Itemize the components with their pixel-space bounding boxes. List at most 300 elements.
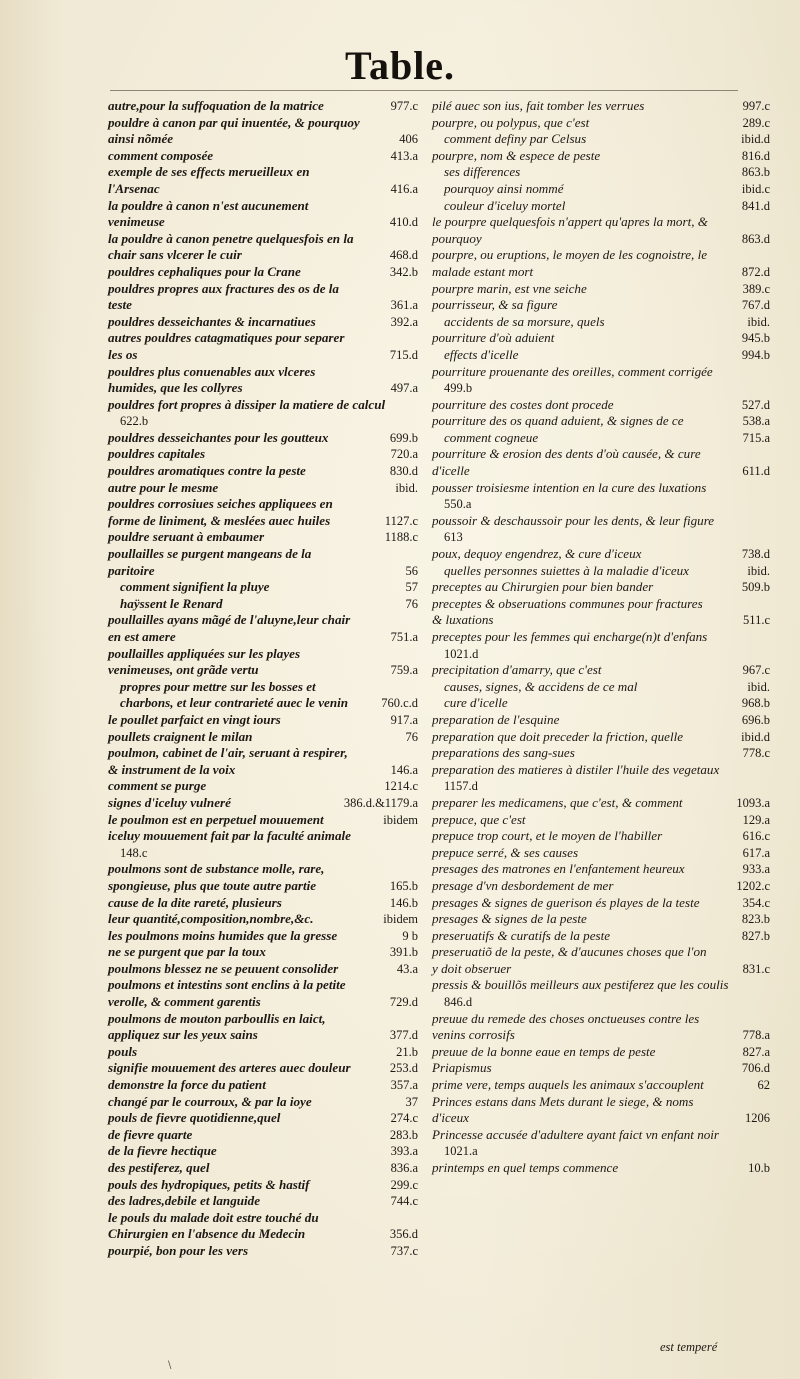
index-entry: [108, 944, 418, 961]
entry-page-ref: 354.c: [742, 895, 770, 910]
index-entry: [432, 397, 770, 414]
entry-page-ref: ibid.c: [741, 181, 770, 196]
entry-page-ref: 511.c: [743, 613, 770, 628]
entry-text: pressis & bouillõs meilleurs aux pestiferez que les coulis: [432, 977, 729, 993]
entry-text: pourquoy ainsi nommé: [444, 180, 564, 196]
entry-text: Princes estans dans Mets durant le siege, & noms d'iceux: [432, 1093, 694, 1126]
entry-text: pilé auec son ius, fait tomber les verrues: [432, 98, 645, 113]
entry-page-ref: 10.b: [748, 1161, 770, 1175]
entry-text: des ladres,debile et languide: [108, 1193, 261, 1209]
entry-page-ref: 738.d: [741, 547, 770, 562]
entry-page-ref: 863.d: [741, 231, 770, 246]
index-entry: [108, 596, 418, 613]
entry-page-ref: 509.b: [741, 580, 770, 595]
entry-page-ref: 617.a: [742, 845, 770, 860]
entry-text: pourpre marin, est vne seiche: [432, 280, 587, 296]
entry-text: causes, signes, & accidens de ce mal: [444, 678, 638, 694]
entry-text: autre pour le mesme: [108, 479, 219, 495]
entry-text: accidents de sa morsure, quels: [444, 313, 605, 329]
entry-text: preuue du remede des choses onctueuses contre les venins corrosifs: [432, 1010, 700, 1043]
entry-text: pouldres desseichantes pour les goutteux: [108, 429, 329, 445]
index-entry: [432, 1060, 770, 1077]
entry-page-ref: 56: [405, 563, 418, 578]
entry-page-ref: 361.a: [390, 298, 418, 313]
entry-page-ref: 759.a: [390, 663, 418, 678]
entry-text: couleur d'iceluy mortel: [444, 197, 566, 213]
index-entry: [108, 1193, 418, 1210]
entry-page-ref: 389.c: [742, 281, 770, 296]
index-entry: [432, 480, 770, 513]
index-entry: [108, 1011, 418, 1044]
entry-page-ref: 836.a: [390, 1161, 418, 1175]
entry-text: le pouls du malade doit estre touché du Chirurgien en l'absence du Medecin: [108, 1209, 319, 1242]
index-entry: [432, 828, 770, 845]
entry-page-ref: 827.a: [742, 1044, 770, 1059]
entry-text: poux, dequoy engendrez, & cure d'iceux: [432, 546, 642, 562]
entry-page-ref: 57: [405, 580, 418, 595]
index-entry: [108, 546, 418, 579]
entry-page-ref: 1021.a: [444, 1144, 478, 1159]
entry-page-ref: 37: [405, 1094, 418, 1109]
entry-text: ne se purgent que par la toux: [108, 944, 266, 960]
index-entry: [108, 612, 418, 645]
entry-text: pouldres plus conuenables aux vlceres humides, que les collyres: [108, 363, 316, 396]
entry-text: changé par le courroux, & par la ioye: [108, 1093, 312, 1109]
entry-page-ref: 1206: [745, 1111, 770, 1126]
entry-text: comment se purge: [108, 778, 207, 794]
entry-page-ref: 816.d: [741, 148, 770, 163]
entry-page-ref: 823.b: [741, 912, 770, 927]
entry-page-ref: ibid.: [747, 563, 770, 578]
index-entry: [108, 529, 418, 546]
entry-page-ref: ibid.: [747, 679, 770, 694]
entry-text: prepuce serré, & ses causes: [432, 844, 579, 860]
entry-page-ref: 413.a: [390, 148, 418, 163]
index-column-left: [108, 98, 418, 1260]
entry-text: prepuce trop court, et le moyen de l'habiller: [432, 828, 663, 844]
entry-page-ref: 9 b: [402, 928, 418, 943]
index-entry: [432, 977, 770, 1010]
entry-text: exemple de ses effects merueilleux en l'Arsenac: [108, 164, 310, 196]
index-entry: [432, 762, 770, 795]
entry-text: presages & signes de guerison és playes de la teste: [432, 894, 700, 910]
entry-text: pouldres desseichantes & incarnatiues: [108, 313, 316, 329]
index-entry: [108, 1094, 418, 1111]
entry-page-ref: ibid.: [395, 480, 418, 495]
index-entry: [432, 563, 770, 580]
index-entry: [108, 148, 418, 165]
entry-text: Priapismus: [432, 1060, 492, 1076]
index-entry: [432, 347, 770, 364]
index-entry: [108, 579, 418, 596]
entry-text: preparations des sang-sues: [432, 745, 575, 761]
index-entry: [108, 330, 418, 363]
entry-text: poulmons sont de substance molle, rare, spongieuse, plus que toute autre partie: [108, 861, 325, 893]
index-entry: [108, 1044, 418, 1061]
entry-page-ref: 357.a: [390, 1078, 418, 1093]
index-entry: [432, 198, 770, 215]
entry-text: poulmons blessez ne se peuuent consolider: [108, 960, 339, 976]
entry-page-ref: 933.a: [742, 862, 770, 877]
index-entry: [108, 679, 418, 712]
index-entry: [432, 629, 770, 662]
entry-text: presage d'vn desbordement de mer: [432, 877, 614, 893]
entry-page-ref: 146.a: [390, 762, 418, 777]
entry-text: Princesse accusée d'adultere ayant faict vn enfant noir: [432, 1126, 720, 1142]
entry-page-ref: 613: [444, 530, 463, 545]
index-entry: [432, 579, 770, 596]
index-entry: [108, 812, 418, 829]
index-entry: [432, 297, 770, 314]
index-entry: [432, 928, 770, 945]
entry-text: pourpre, ou eruptions, le moyen de les cognoistre, le malade estant mort: [432, 247, 708, 279]
index-entry: [108, 164, 418, 197]
index-entry: [108, 281, 418, 314]
entry-page-ref: 872.d: [741, 264, 770, 279]
entry-page-ref: 778.a: [742, 1028, 770, 1043]
page-mark: \: [168, 1360, 172, 1371]
index-entry: [432, 812, 770, 829]
entry-text: le poulmon est en perpetuel mouuement: [108, 811, 324, 827]
entry-page-ref: 778.c: [742, 746, 770, 761]
entry-text: signes d'iceluy vulneré: [108, 794, 231, 810]
index-entry: [432, 214, 770, 247]
entry-text: poulmon, cabinet de l'air, seruant à respirer, & instrument de la voix: [108, 745, 348, 777]
entry-page-ref: 1188.c: [384, 530, 418, 545]
index-entry: [432, 446, 770, 479]
entry-text: poullailles se purgent mangeans de la paritoire: [108, 546, 312, 578]
entry-page-ref: ibid.d: [741, 729, 770, 744]
index-entry: [432, 845, 770, 862]
entry-page-ref: 391.b: [389, 945, 418, 960]
entry-text: iceluy mouuement fait par la faculté animale: [108, 828, 351, 844]
entry-text: pourriture d'où aduient: [432, 330, 555, 346]
entry-page-ref: 715.d: [389, 347, 418, 362]
entry-page-ref: ibidem: [383, 812, 418, 827]
entry-text: poullets craignent le milan: [108, 728, 253, 744]
entry-page-ref: 831.c: [742, 961, 770, 976]
index-entry: [432, 878, 770, 895]
entry-page-ref: 62: [757, 1078, 770, 1093]
entry-text: pousser troisiesme intention en la cure des luxations: [432, 479, 707, 495]
entry-text: pouldre seruant à embaumer: [108, 529, 265, 545]
index-entry: [108, 961, 418, 978]
index-entry: [108, 364, 418, 397]
entry-page-ref: 917.a: [390, 712, 418, 727]
entry-text: des pestiferez, quel: [108, 1160, 210, 1175]
entry-page-ref: 527.d: [741, 397, 770, 412]
entry-text: pouldres cephaliques pour la Crane: [108, 263, 301, 279]
index-entry: [432, 712, 770, 729]
index-entry: [108, 1210, 418, 1243]
index-entry: [432, 729, 770, 746]
entry-text: effects d'icelle: [444, 346, 519, 362]
entry-text: haÿssent le Renard: [120, 595, 223, 611]
entry-text: prepuce, que c'est: [432, 811, 526, 827]
index-entry: [108, 729, 418, 746]
entry-text: poullailles appliquées sur les playes venimeuses, ont grãde vertu: [108, 645, 301, 678]
entry-page-ref: 1214.c: [384, 779, 418, 794]
entry-text: preceptes au Chirurgien pour bien bander: [432, 579, 654, 595]
entry-text: les poulmons moins humides que la gresse: [108, 927, 338, 943]
index-entry: [108, 911, 418, 928]
entry-page-ref: 760.c.d: [381, 696, 418, 711]
index-entry: [108, 446, 418, 463]
entry-text: preparation des matieres à distiler l'huile des vegetaux: [432, 761, 720, 777]
entry-page-ref: 342.b: [389, 264, 418, 279]
entry-text: poulmons et intestins sont enclins à la petite verolle, & comment garentis: [108, 977, 346, 1010]
entry-text: la pouldre à canon n'est aucunement venimeuse: [108, 197, 309, 230]
entry-text: de fievre quarte: [108, 1126, 193, 1142]
entry-text: pouldres fort propres à dissiper la matiere de calcul: [108, 396, 386, 412]
entry-page-ref: 43.a: [396, 961, 418, 976]
catchword: est temperé: [660, 1340, 718, 1354]
index-entry: [108, 745, 418, 778]
index-entry: [432, 364, 770, 397]
index-entry: [108, 264, 418, 281]
entry-page-ref: 968.b: [741, 696, 770, 711]
entry-page-ref: 21.b: [396, 1044, 418, 1059]
index-entry: [108, 712, 418, 729]
entry-text: poussoir & deschaussoir pour les dents, & leur figure: [432, 512, 715, 528]
index-entry: [108, 231, 418, 264]
entry-page-ref: 1127.c: [384, 513, 418, 528]
entry-page-ref: 737.c: [390, 1243, 418, 1258]
index-entry: [108, 463, 418, 480]
index-entry: [108, 1177, 418, 1194]
entry-text: preuue de la bonne eaue en temps de peste: [432, 1043, 656, 1059]
entry-text: presages des matrones en l'enfantement heureux: [432, 861, 685, 877]
entry-page-ref: 827.b: [741, 928, 770, 943]
entry-page-ref: 715.a: [742, 430, 770, 445]
entry-text: de la fievre hectique: [108, 1143, 217, 1159]
entry-text: le poullet parfaict en vingt iours: [108, 711, 281, 727]
entry-page-ref: 499.b: [444, 381, 473, 396]
entry-page-ref: 945.b: [741, 331, 770, 346]
entry-text: pourrisseur, & sa figure: [432, 297, 558, 313]
entry-page-ref: 377.d: [389, 1028, 418, 1043]
index-entry: [108, 895, 418, 912]
entry-text: comment cogneue: [444, 429, 539, 445]
index-entry: [108, 1060, 418, 1077]
entry-page-ref: ibid.d: [741, 132, 770, 147]
index-entry: [432, 1160, 770, 1177]
entry-page-ref: 393.a: [390, 1144, 418, 1159]
entry-text: pourriture des os quand aduient, & signes de ce: [432, 413, 684, 429]
index-entry: [108, 1160, 418, 1177]
index-entry: [432, 115, 770, 132]
index-entry: [432, 164, 770, 181]
entry-page-ref: 997.c: [742, 99, 770, 113]
entry-text: poullailles ayans mãgé de l'aluyne,leur chair en est amere: [108, 612, 351, 644]
entry-page-ref: 841.d: [741, 198, 770, 213]
entry-page-ref: 622.b: [120, 414, 149, 429]
index-entry: [432, 895, 770, 912]
index-entry: [432, 911, 770, 928]
entry-page-ref: 1021.d: [444, 646, 479, 661]
entry-text: comment definy par Celsus: [444, 131, 587, 147]
entry-page-ref: 299.c: [390, 1177, 418, 1192]
entry-text: preseruatifs & curatifs de la peste: [432, 927, 611, 943]
index-entry: [108, 778, 418, 795]
entry-page-ref: 1157.d: [444, 779, 478, 794]
index-entry: [108, 98, 418, 115]
entry-page-ref: 146.b: [389, 895, 418, 910]
entry-page-ref: 706.d: [741, 1061, 770, 1076]
index-entry: [432, 662, 770, 679]
entry-text: pourriture prouenante des oreilles, comment corrigée: [432, 363, 713, 379]
index-entry: [108, 198, 418, 231]
entry-page-ref: ibid.: [747, 314, 770, 329]
page-title: Table.: [344, 43, 456, 88]
entry-text: pourriture & erosion des dents d'où causée, & cure d'icelle: [432, 446, 701, 479]
index-entry: [432, 596, 770, 629]
entry-page-ref: 468.d: [389, 248, 418, 263]
entry-text: pouldres propres aux fractures des os de la teste: [108, 280, 339, 313]
index-entry: [108, 1077, 418, 1094]
entry-text: preparer les medicamens, que c'est, & comment: [432, 794, 683, 810]
entry-text: pouldres capitales: [108, 446, 206, 462]
entry-page-ref: 392.a: [390, 314, 418, 329]
index-entry: [108, 1143, 418, 1160]
index-entry: [432, 148, 770, 165]
entry-page-ref: 129.a: [742, 812, 770, 827]
entry-page-ref: 283.b: [389, 1127, 418, 1142]
entry-text: preceptes pour les femmes qui encharge(n)t d'enfans: [432, 629, 708, 644]
entry-text: demonstre la force du patient: [108, 1077, 266, 1093]
entry-page-ref: 767.d: [741, 298, 770, 313]
entry-text: pouldres corrosiues seiches appliquees en forme de liniment, & meslées auec huiles: [108, 496, 333, 528]
entry-page-ref: 830.d: [389, 464, 418, 479]
entry-text: preceptes & obseruations communes pour fractures & luxations: [432, 595, 703, 628]
entry-page-ref: 538.a: [742, 414, 770, 429]
entry-page-ref: 994.b: [741, 347, 770, 362]
index-entry: [108, 1127, 418, 1144]
index-entry: [432, 330, 770, 347]
index-entry: [432, 1094, 770, 1127]
index-entry: [108, 314, 418, 331]
entry-page-ref: 386.d.&1179.a: [343, 795, 418, 810]
index-entry: [432, 944, 770, 977]
entry-text: pouls de fievre quotidienne,quel: [108, 1110, 281, 1126]
entry-page-ref: 253.d: [389, 1061, 418, 1076]
entry-page-ref: 406: [399, 132, 418, 147]
index-entry: [432, 1127, 770, 1160]
entry-page-ref: 720.a: [390, 447, 418, 462]
index-entry: [108, 397, 418, 430]
entry-page-ref: 76: [405, 729, 418, 744]
entry-text: propres pour mettre sur les bosses et charbons, et leur contrarieté auec le venin: [120, 678, 349, 711]
index-entry: [108, 430, 418, 447]
title-rule: [110, 90, 738, 91]
entry-text: le pourpre quelquesfois n'appert qu'apres la mort, & pourquoy: [432, 214, 708, 246]
entry-page-ref: 550.a: [444, 497, 472, 512]
entry-text: leur quantité,composition,nombre,&c.: [108, 911, 314, 927]
entry-page-ref: 611.d: [742, 464, 770, 479]
entry-page-ref: 846.d: [444, 995, 473, 1010]
entry-page-ref: 416.a: [390, 181, 418, 196]
entry-text: la pouldre à canon penetre quelquesfois en la chair sans vlcerer le cuir: [108, 230, 354, 263]
entry-page-ref: 863.b: [741, 165, 770, 180]
entry-text: comment signifient la pluye: [120, 579, 270, 595]
index-column-right: [432, 98, 770, 1177]
index-entry: [432, 314, 770, 331]
index-entry: [432, 181, 770, 198]
index-entry: [108, 115, 418, 148]
index-entry: [432, 1044, 770, 1061]
index-entry: [432, 546, 770, 563]
index-entry: [432, 281, 770, 298]
index-entry: [108, 795, 418, 812]
entry-text: pouldre à canon par qui inuentée, & pourquoy ainsi nõmée: [108, 114, 360, 147]
entry-text: presages & signes de la peste: [432, 911, 587, 927]
entry-page-ref: 148.c: [120, 845, 148, 860]
index-entry: [432, 795, 770, 812]
entry-page-ref: 744.c: [390, 1194, 418, 1209]
entry-page-ref: 1202.c: [736, 878, 770, 893]
entry-text: cause de la dite rareté, plusieurs: [108, 894, 282, 910]
entry-text: preparation de l'esquine: [432, 711, 560, 727]
entry-text: printemps en quel temps commence: [432, 1160, 619, 1175]
entry-page-ref: 356.d: [389, 1227, 418, 1242]
index-entry: [432, 1011, 770, 1044]
entry-text: pourriture des costes dont procede: [432, 396, 614, 412]
entry-page-ref: 729.d: [389, 995, 418, 1010]
entry-page-ref: 165.b: [389, 878, 418, 893]
index-entry: [108, 496, 418, 529]
entry-page-ref: 696.b: [741, 712, 770, 727]
entry-page-ref: 76: [405, 596, 418, 611]
index-entry: [432, 695, 770, 712]
index-entry: [432, 745, 770, 762]
entry-page-ref: 274.c: [390, 1111, 418, 1126]
index-entry: [108, 1110, 418, 1127]
entry-text: pouldres aromatiques contre la peste: [108, 463, 306, 479]
index-entry: [432, 413, 770, 430]
entry-text: precipitation d'amarry, que c'est: [432, 662, 602, 678]
entry-text: ses differences: [444, 164, 521, 180]
index-entry: [108, 977, 418, 1010]
entry-page-ref: 751.a: [390, 630, 418, 644]
entry-page-ref: ibidem: [383, 912, 418, 927]
index-entry: [432, 513, 770, 546]
index-entry: [432, 679, 770, 696]
entry-text: signifie mouuement des arteres auec douleur: [108, 1060, 351, 1076]
entry-page-ref: 967.c: [742, 663, 770, 678]
entry-text: prime vere, temps auquels les animaux s'accouplent: [432, 1077, 704, 1093]
entry-text: pourpre, nom & espece de peste: [432, 147, 601, 163]
entry-text: poulmons de mouton parboullis en laict, appliquez sur les yeux sains: [108, 1010, 326, 1043]
entry-text: pourpre, ou polypus, que c'est: [432, 114, 590, 130]
index-entry: [108, 928, 418, 945]
entry-text: autres pouldres catagmatiques pour separer les os: [108, 330, 345, 362]
entry-text: preseruatiõ de la peste, & d'aucunes choses que l'on y doit obseruer: [432, 944, 707, 976]
index-entry: [432, 98, 770, 115]
index-entry: [108, 646, 418, 679]
entry-page-ref: 977.c: [390, 99, 418, 113]
entry-page-ref: 289.c: [742, 115, 770, 130]
entry-text: pouls: [108, 1043, 138, 1059]
entry-text: pouls des hydropiques, petits & hastif: [108, 1176, 310, 1192]
entry-page-ref: 410.d: [389, 215, 418, 230]
entry-text: cure d'icelle: [444, 695, 508, 711]
entry-page-ref: 616.c: [742, 829, 770, 844]
entry-page-ref: 1093.a: [736, 795, 770, 810]
entry-page-ref: 699.b: [389, 430, 418, 445]
index-entry: [108, 1243, 418, 1260]
index-entry: [108, 828, 418, 861]
index-entry: [432, 1077, 770, 1094]
